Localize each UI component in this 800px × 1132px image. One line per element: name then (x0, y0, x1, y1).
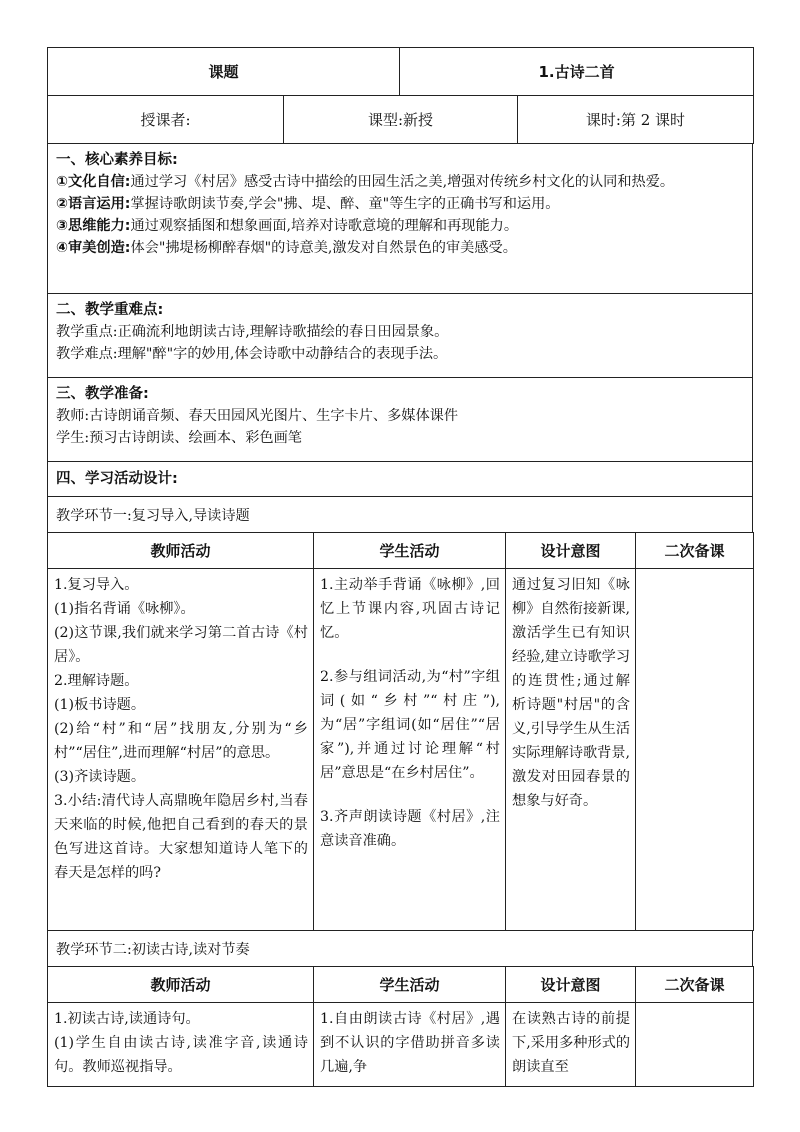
lesson-plan-table (47, 47, 754, 96)
difficult-point: 教学难点:理解"醉"字的妙用,体会诗歌中动静结合的表现手法。 (56, 346, 448, 362)
col-teacher: 教师活动 (48, 533, 314, 569)
stage2-title: 教学环节二:初读古诗,读对节奏 (48, 931, 753, 967)
stage2-row (48, 1003, 754, 1087)
goals-title: 一、核心素养目标: (56, 152, 178, 168)
col-intent: 设计意图 (506, 533, 636, 569)
col-student: 学生活动 (314, 967, 506, 1003)
col-second: 二次备课 (636, 967, 754, 1003)
key-point: 教学重点:正确流利地朗读古诗,理解诗歌描绘的春日田园景象。 (56, 324, 449, 340)
goal-item: ②语言运用:掌握诗歌朗读节奏,学会"拂、堤、醉、童"等生字的正确书写和运用。 (56, 196, 560, 212)
title-label: 课题 (48, 48, 400, 96)
difficulties-section (48, 294, 753, 378)
activities-section (48, 462, 753, 497)
meta-table (47, 95, 754, 144)
goals-table (47, 143, 753, 533)
stage2-table (47, 966, 754, 1087)
stage2-intent: 在读熟古诗的前提下,采用多种形式的朗读直至 (506, 1003, 636, 1087)
col-teacher: 教师活动 (48, 967, 314, 1003)
column-header-row (48, 533, 754, 569)
stage1-intent: 通过复习旧知《咏柳》自然衔接新课,激活学生已有知识经验,建立诗歌学习的连贯性;通过解析诗题"村居"的含义,引导学生从生活实际理解诗歌背景,激发对田园春景的想象与好奇。 (506, 569, 636, 931)
activities-title: 四、学习活动设计: (56, 471, 178, 487)
preparation-title: 三、教学准备: (56, 386, 149, 402)
stage1-title: 教学环节一:复习导入,导读诗题 (48, 497, 753, 533)
stage2-second (636, 1003, 754, 1087)
stage1-row (48, 569, 754, 931)
stage2-title-table (47, 930, 753, 967)
goals-section (48, 144, 753, 294)
lesson-plan-page (47, 47, 753, 1087)
stage1-table (47, 532, 754, 931)
teacher-prep: 教师:古诗朗诵音频、春天田园风光图片、生字卡片、多媒体课件 (56, 408, 459, 424)
lesson-type: 课型:新授 (284, 96, 518, 144)
title-row (48, 48, 754, 96)
teacher-field: 授课者: (48, 96, 284, 144)
stage2-student: 1.自由朗读古诗《村居》,遇到不认识的字借助拼音多读几遍,争 (314, 1003, 506, 1087)
col-student: 学生活动 (314, 533, 506, 569)
goal-item: ①文化自信:通过学习《村居》感受古诗中描绘的田园生活之美,增强对传统乡村文化的认同和热爱。 (56, 174, 675, 190)
stage1-second (636, 569, 754, 931)
title-value: 1.古诗二首 (400, 48, 754, 96)
stage2-teacher: 1.初读古诗,读通诗句。 (1)学生自由读古诗,读准字音,读通诗句。教师巡视指导。 (48, 1003, 314, 1087)
meta-row (48, 96, 754, 144)
col-intent: 设计意图 (506, 967, 636, 1003)
goal-item: ④审美创造:体会"拂堤杨柳醉春烟"的诗意美,激发对自然景色的审美感受。 (56, 240, 517, 256)
stage1-teacher: 1.复习导入。 (1)指名背诵《咏柳》。 (2)这节课,我们就来学习第二首古诗《村居》。 2.理解诗题。 (1)板书诗题。 (2)给“村”和“居”找朋友,分别为“乡村”“居住”,进而理解“村居”的意思。 (3)齐读诗题。 3.小结:清代诗人高鼎晚年隐居乡村,当春天来临的时候,他把自己看到的春天的景色写进这首诗。大家想知道诗人笔下的春天是怎样的吗? (48, 569, 314, 931)
preparation-section (48, 378, 753, 462)
stage1-student: 1.主动举手背诵《咏柳》,回忆上节课内容,巩固古诗记忆。 2.参与组词活动,为“村”字组词(如“乡村”“村庄”),为“居”字组词(如“居住”“居家”),并通过讨论理解“村居”意思是“在乡村居住”。 3.齐声朗读诗题《村居》,注意读音准确。 (314, 569, 506, 931)
lesson-hours: 课时:第 2 课时 (518, 96, 754, 144)
goal-item: ③思维能力:通过观察插图和想象画面,培养对诗歌意境的理解和再现能力。 (56, 218, 519, 234)
student-prep: 学生:预习古诗朗读、绘画本、彩色画笔 (56, 430, 302, 446)
column-header-row (48, 967, 754, 1003)
difficulties-title: 二、教学重难点: (56, 302, 164, 318)
col-second: 二次备课 (636, 533, 754, 569)
